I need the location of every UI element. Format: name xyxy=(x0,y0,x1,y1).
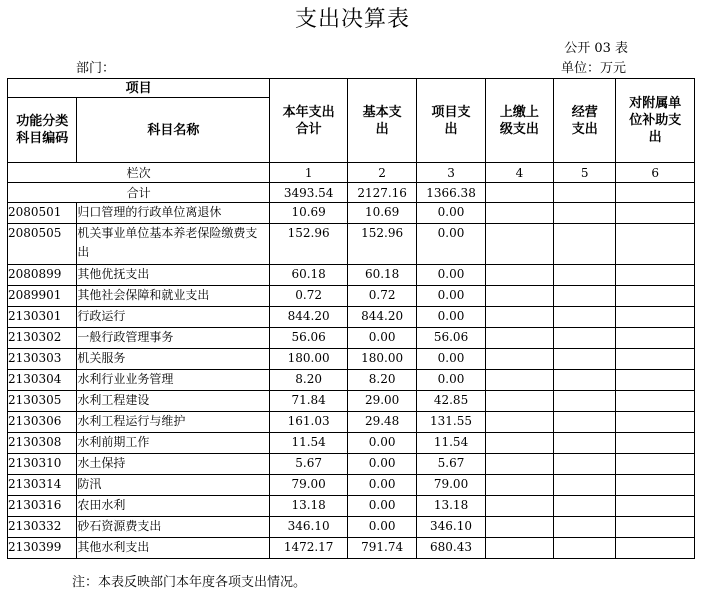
row-total: 5.67 xyxy=(270,454,348,475)
row-project: 131.55 xyxy=(417,412,485,433)
row-project: 0.00 xyxy=(417,224,485,265)
row-code: 2089901 xyxy=(8,286,77,307)
row-project: 0.00 xyxy=(417,203,485,224)
row-subject-name: 防汛 xyxy=(77,475,270,496)
row-total: 844.20 xyxy=(270,307,348,328)
header-basic: 基本支出 xyxy=(347,79,416,163)
row-subject-name: 水利行业业务管理 xyxy=(77,370,270,391)
row-upper xyxy=(485,517,553,538)
row-operation xyxy=(554,475,616,496)
row-subsidiary xyxy=(616,412,695,433)
col-number: 3 xyxy=(417,163,485,183)
row-upper xyxy=(485,349,553,370)
row-subsidiary xyxy=(616,286,695,307)
row-code: 2130306 xyxy=(8,412,77,433)
row-code: 2130303 xyxy=(8,349,77,370)
row-subject-name: 其他优抚支出 xyxy=(77,265,270,286)
row-upper xyxy=(485,433,553,454)
row-upper xyxy=(485,496,553,517)
row-operation xyxy=(554,265,616,286)
row-code: 2130316 xyxy=(8,496,77,517)
row-code: 2130304 xyxy=(8,370,77,391)
row-subsidiary xyxy=(616,307,695,328)
row-upper xyxy=(485,265,553,286)
table-row xyxy=(8,517,695,538)
row-total: 180.00 xyxy=(270,349,348,370)
row-subject-name: 机关事业单位基本养老保险缴费支出 xyxy=(77,224,270,265)
row-total: 11.54 xyxy=(270,433,348,454)
row-operation xyxy=(554,517,616,538)
total-operation xyxy=(554,183,616,203)
row-subject-name: 机关服务 xyxy=(77,349,270,370)
row-subject-name: 农田水利 xyxy=(77,496,270,517)
row-subject-name: 水利前期工作 xyxy=(77,433,270,454)
row-code: 2130332 xyxy=(8,517,77,538)
page-title: 支出决算表 xyxy=(294,7,410,32)
header-project: 项目支出 xyxy=(417,79,485,163)
row-total: 10.69 xyxy=(270,203,348,224)
row-total: 60.18 xyxy=(270,265,348,286)
row-total: 161.03 xyxy=(270,412,348,433)
row-project: 42.85 xyxy=(417,391,485,412)
row-basic: 29.48 xyxy=(347,412,416,433)
row-operation xyxy=(554,224,616,265)
row-basic: 0.00 xyxy=(347,475,416,496)
row-total: 13.18 xyxy=(270,496,348,517)
row-project: 11.54 xyxy=(417,433,485,454)
row-upper xyxy=(485,412,553,433)
table-row xyxy=(8,370,695,391)
row-basic: 844.20 xyxy=(347,307,416,328)
row-total: 8.20 xyxy=(270,370,348,391)
total-sum: 3493.54 xyxy=(270,183,348,203)
table-row xyxy=(8,391,695,412)
unit-label: 单位：万元 xyxy=(560,61,626,76)
row-project: 346.10 xyxy=(417,517,485,538)
row-subsidiary xyxy=(616,265,695,286)
row-total: 1472.17 xyxy=(270,538,348,559)
row-operation xyxy=(554,538,616,559)
row-project: 0.00 xyxy=(417,307,485,328)
table-row xyxy=(8,203,695,224)
total-label: 合计 xyxy=(8,183,270,203)
row-operation xyxy=(554,433,616,454)
row-project: 0.00 xyxy=(417,370,485,391)
row-code: 2130399 xyxy=(8,538,77,559)
col-number: 5 xyxy=(554,163,616,183)
table-row xyxy=(8,286,695,307)
row-subsidiary xyxy=(616,433,695,454)
header-subsidiary: 对附属单位补助支出 xyxy=(616,79,695,163)
row-basic: 791.74 xyxy=(347,538,416,559)
row-basic: 0.00 xyxy=(347,433,416,454)
row-upper xyxy=(485,307,553,328)
row-project: 0.00 xyxy=(417,265,485,286)
table-row xyxy=(8,475,695,496)
header-operation: 经营支出 xyxy=(554,79,616,163)
row-code: 2080501 xyxy=(8,203,77,224)
form-number: 公开 03 表 xyxy=(564,41,628,56)
row-operation xyxy=(554,454,616,475)
row-code: 2130310 xyxy=(8,454,77,475)
row-code: 2130302 xyxy=(8,328,77,349)
row-basic: 0.00 xyxy=(347,328,416,349)
department-label: 部门： xyxy=(76,61,116,76)
total-basic: 2127.16 xyxy=(347,183,416,203)
row-basic: 10.69 xyxy=(347,203,416,224)
row-subsidiary xyxy=(616,496,695,517)
row-basic: 29.00 xyxy=(347,391,416,412)
row-code: 2080505 xyxy=(8,224,77,265)
col-number: 6 xyxy=(616,163,695,183)
row-subject-name: 水利工程运行与维护 xyxy=(77,412,270,433)
row-code: 2130301 xyxy=(8,307,77,328)
col-index-label: 栏次 xyxy=(8,163,270,183)
table-row xyxy=(8,454,695,475)
row-operation xyxy=(554,328,616,349)
row-operation xyxy=(554,370,616,391)
row-project: 13.18 xyxy=(417,496,485,517)
row-subsidiary xyxy=(616,349,695,370)
row-subsidiary xyxy=(616,475,695,496)
row-subsidiary xyxy=(616,370,695,391)
row-subsidiary xyxy=(616,538,695,559)
header-upper: 上缴上级支出 xyxy=(485,79,553,163)
row-subject-name: 其他水利支出 xyxy=(77,538,270,559)
table-row xyxy=(8,328,695,349)
row-basic: 152.96 xyxy=(347,224,416,265)
total-project: 1366.38 xyxy=(417,183,485,203)
row-total: 56.06 xyxy=(270,328,348,349)
row-upper xyxy=(485,370,553,391)
col-number: 2 xyxy=(347,163,416,183)
total-subsidiary xyxy=(616,183,695,203)
row-basic: 60.18 xyxy=(347,265,416,286)
row-basic: 0.00 xyxy=(347,496,416,517)
row-total: 0.72 xyxy=(270,286,348,307)
row-code: 2130314 xyxy=(8,475,77,496)
row-operation xyxy=(554,496,616,517)
row-basic: 180.00 xyxy=(347,349,416,370)
row-subject-name: 水土保持 xyxy=(77,454,270,475)
row-subsidiary xyxy=(616,328,695,349)
table-row xyxy=(8,412,695,433)
row-project: 0.00 xyxy=(417,349,485,370)
row-subsidiary xyxy=(616,517,695,538)
row-upper xyxy=(485,454,553,475)
row-total: 346.10 xyxy=(270,517,348,538)
row-project: 680.43 xyxy=(417,538,485,559)
row-code: 2130305 xyxy=(8,391,77,412)
row-total: 152.96 xyxy=(270,224,348,265)
total-upper xyxy=(485,183,553,203)
row-basic: 0.72 xyxy=(347,286,416,307)
row-subject-name: 一般行政管理事务 xyxy=(77,328,270,349)
table-row xyxy=(8,496,695,517)
row-total: 71.84 xyxy=(270,391,348,412)
row-project: 5.67 xyxy=(417,454,485,475)
header-subject-name: 科目名称 xyxy=(77,98,270,163)
row-upper xyxy=(485,475,553,496)
table-row xyxy=(8,538,695,559)
row-upper xyxy=(485,328,553,349)
row-basic: 0.00 xyxy=(347,454,416,475)
row-upper xyxy=(485,203,553,224)
row-upper xyxy=(485,286,553,307)
row-project: 0.00 xyxy=(417,286,485,307)
table-row xyxy=(8,349,695,370)
table-row xyxy=(8,433,695,454)
row-code: 2130308 xyxy=(8,433,77,454)
expenditure-table xyxy=(7,78,695,559)
row-code: 2080899 xyxy=(8,265,77,286)
header-total: 本年支出合计 xyxy=(270,79,348,163)
row-operation xyxy=(554,307,616,328)
row-project: 79.00 xyxy=(417,475,485,496)
row-operation xyxy=(554,349,616,370)
table-row xyxy=(8,224,695,265)
row-operation xyxy=(554,203,616,224)
row-subject-name: 水利工程建设 xyxy=(77,391,270,412)
row-upper xyxy=(485,224,553,265)
row-subsidiary xyxy=(616,391,695,412)
row-basic: 0.00 xyxy=(347,517,416,538)
row-subject-name: 行政运行 xyxy=(77,307,270,328)
row-subject-name: 归口管理的行政单位离退休 xyxy=(77,203,270,224)
row-total: 79.00 xyxy=(270,475,348,496)
row-basic: 8.20 xyxy=(347,370,416,391)
footnote: 注：本表反映部门本年度各项支出情况。 xyxy=(72,575,307,590)
row-upper xyxy=(485,538,553,559)
row-subsidiary xyxy=(616,454,695,475)
table-row xyxy=(8,265,695,286)
row-subject-name: 其他社会保障和就业支出 xyxy=(77,286,270,307)
col-number: 1 xyxy=(270,163,348,183)
row-subsidiary xyxy=(616,203,695,224)
col-number: 4 xyxy=(485,163,553,183)
header-item: 项目 xyxy=(8,79,270,98)
row-operation xyxy=(554,286,616,307)
table-row xyxy=(8,307,695,328)
row-project: 56.06 xyxy=(417,328,485,349)
row-upper xyxy=(485,391,553,412)
row-subject-name: 砂石资源费支出 xyxy=(77,517,270,538)
row-subsidiary xyxy=(616,224,695,265)
header-func-code: 功能分类科目编码 xyxy=(8,98,77,163)
row-operation xyxy=(554,412,616,433)
row-operation xyxy=(554,391,616,412)
total-row xyxy=(8,183,695,203)
